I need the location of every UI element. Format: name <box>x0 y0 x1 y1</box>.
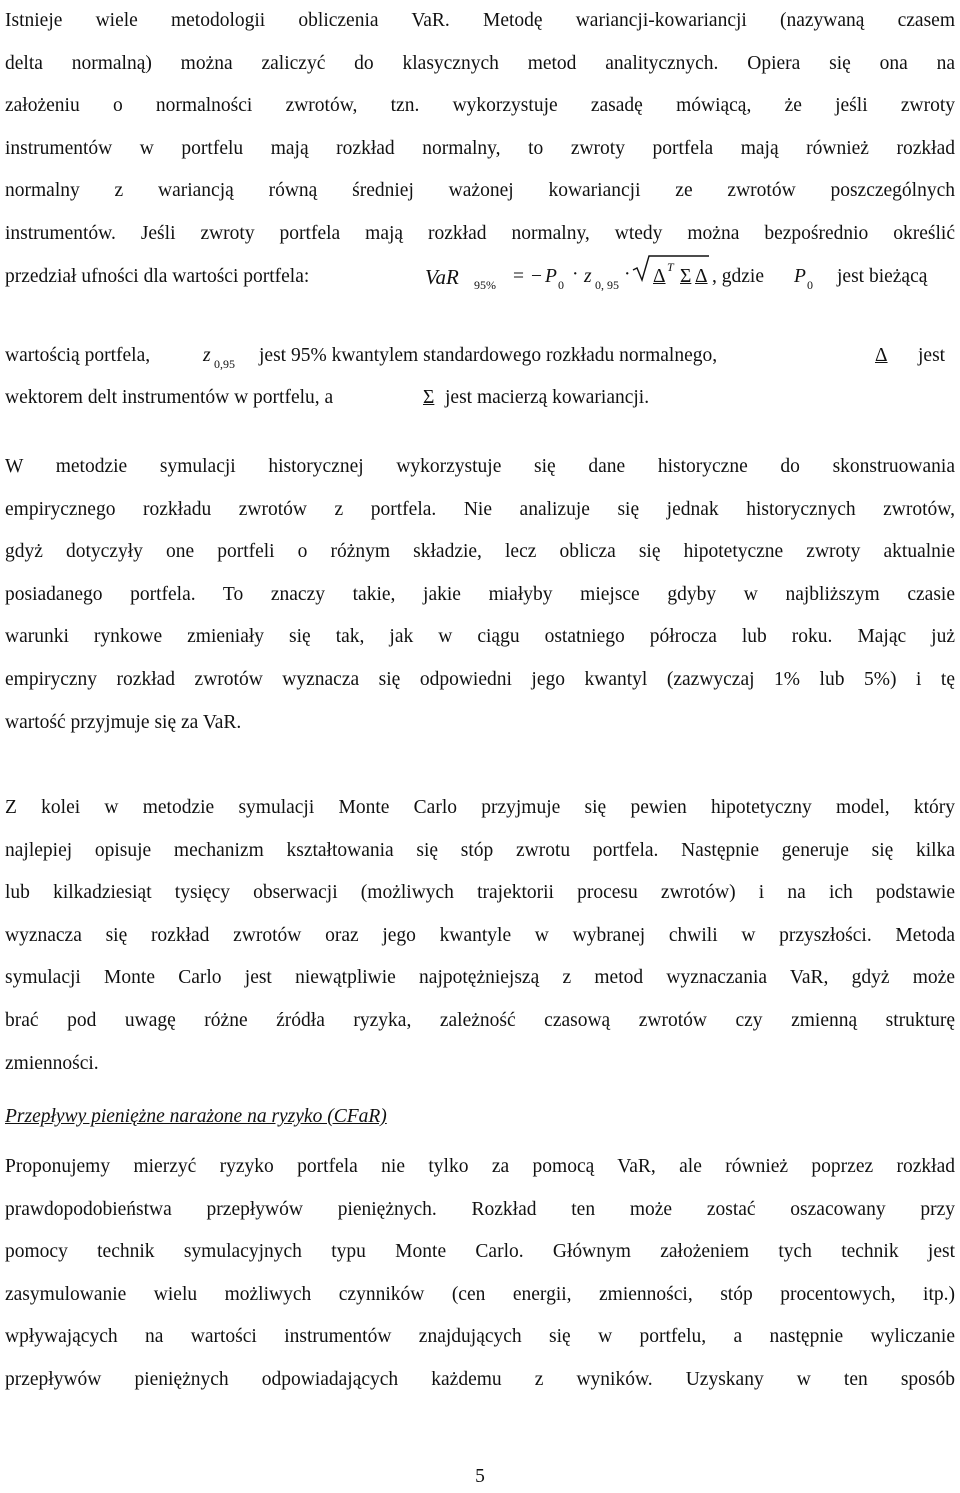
sigma-symbol: Σ <box>423 387 435 408</box>
page-number: 5 <box>475 1466 485 1487</box>
var-symbol: VaR <box>425 265 459 289</box>
text-line: wyznacza się rozkład zwrotów oraz jego kwantyle w wybranej chwili w przyszłości. Metoda <box>5 924 955 946</box>
text-line: zmienności. <box>5 1052 99 1074</box>
formula-end-text: jest bieżącą <box>837 266 928 287</box>
text-segment: jest <box>918 345 946 366</box>
transpose-superscript: T <box>667 260 674 274</box>
text-line: prawdopodobieństwa przepływów pieniężnych. Rozkład ten może zostać oszacowany przy <box>5 1198 955 1220</box>
text-line: empiryczny rozkład zwrotów wyznacza się odpowiedni jego kwantyl (zazwyczaj 1% lub 5%) i tę <box>5 668 955 690</box>
text-line: Z kolei w metodzie symulacji Monte Carlo przyjmuje się pewien hipotetyczny model, który <box>5 797 955 818</box>
dot-operator: · <box>572 264 579 285</box>
text-line: brać pod uwagę różne źródła ryzyka, zależność czasową zwrotów czy zmienną strukturę <box>5 1009 955 1031</box>
section-heading-cfar: Przepływy pieniężne narażone na ryzyko (CFaR) <box>5 1106 387 1127</box>
text-line: empirycznego rozkładu zwrotów z portfela. Nie analizuje się jednak historycznych zwrotów, <box>5 498 955 520</box>
paragraph-historical-simulation <box>5 446 955 744</box>
dot-operator: · <box>624 264 631 285</box>
var-subscript: 95% <box>474 278 496 292</box>
text-line: Istnieje wiele metodologii obliczenia VaR. Metodę wariancji-kowariancji (nazywaną czasem <box>5 10 955 31</box>
z-symbol: z <box>584 266 592 287</box>
formula-lead-text: przedział ufności dla wartości portfela: <box>5 266 310 287</box>
paragraph-var-methods <box>5 0 955 256</box>
text-line: lub kilkadziesiąt tysięcy obserwacji (możliwych trajektorii procesu zwrotów) i na ich podstawie <box>5 882 955 904</box>
text-line: pomocy technik symulacyjnych typu Monte Carlo. Głównym założeniem tych technik jest <box>5 1241 955 1263</box>
text-line: normalny z wariancją równą średniej ważonej kowariancji ze zwrotów poszczególnych <box>5 180 955 202</box>
text-line: zasymulowanie wielu możliwych czynników (cen energii, zmienności, stóp procentowych, itp.) <box>5 1283 955 1305</box>
text-line: W metodzie symulacji historycznej wykorzystuje się dane historyczne do skonstruowania <box>5 456 955 477</box>
minus-sign: − <box>531 266 542 287</box>
delta-symbol: Δ <box>653 266 666 287</box>
text-segment: wartością portfela, <box>5 345 151 366</box>
text-line: wpływających na wartości instrumentów znajdujących się w portfelu, a następnie wyliczanie <box>5 1326 955 1348</box>
z-subscript: 0,95 <box>214 357 235 371</box>
text-line: założeniu o normalności zwrotów, tzn. wykorzystuje zasadę mówiącą, że jeśli zwroty <box>5 95 955 117</box>
delta-symbol: Δ <box>875 345 888 366</box>
text-segment: jest 95% kwantylem standardowego rozkładu normalnego, <box>259 345 718 366</box>
text-line: delta normalną) można zaliczyć do klasycznych metod analitycznych. Opiera się ona na <box>5 52 955 74</box>
text-line: instrumentów w portfelu mają rozkład normalny, to zwroty portfela mają również rozkład <box>5 137 955 159</box>
paragraph-cfar <box>5 1146 955 1402</box>
p-symbol: P <box>794 266 806 287</box>
text-line: warunki rynkowe zmieniały się tak, jak w ciągu ostatniego półrocza lub roku. Mając już <box>5 626 955 648</box>
text-line: wartość przyjmuje się za VaR. <box>5 711 242 733</box>
text-segment: wektorem delt instrumentów w portfelu, a <box>5 387 334 408</box>
text-line: przepływów pieniężnych odpowiadających każdemu z wyników. Uzyskany w ten sposób <box>5 1368 955 1390</box>
text-line: instrumentów. Jeśli zwroty portfela mają rozkład normalny, wtedy można bezpośrednio określić <box>5 222 955 244</box>
p-symbol: P <box>545 266 557 287</box>
equals-sign: = <box>513 266 524 287</box>
formula-line <box>5 256 955 299</box>
z-symbol: z <box>203 345 211 366</box>
paragraph-monte-carlo <box>5 787 955 1085</box>
formula-tail-text: , gdzie <box>712 266 764 287</box>
p-subscript: 0 <box>558 278 564 292</box>
text-line: symulacji Monte Carlo jest niewątpliwie najpotężniejszą z metod wyznaczania VaR, gdyż może <box>5 967 955 989</box>
p-subscript: 0 <box>807 278 813 292</box>
text-line-quantile <box>5 335 955 378</box>
text-line: gdyż dotyczyły one portfeli o różnym składzie, lecz oblicza się hipotetyczne zwroty aktualnie <box>5 541 955 563</box>
text-line: Proponujemy mierzyć ryzyko portfela nie tylko za pomocą VaR, ale również poprzez rozkład <box>5 1156 955 1177</box>
text-line: najlepiej opisuje mechanizm kształtowania się stóp zwrotu portfela. Następnie generuje się kilka <box>5 839 955 861</box>
text-line: posiadanego portfela. To znaczy takie, jakie miałyby miejsce gdyby w najbliższym czasie <box>5 583 955 605</box>
z-subscript: 0, 95 <box>595 278 619 292</box>
text-segment: jest macierzą kowariancji. <box>445 387 650 408</box>
delta-symbol: Δ <box>695 266 708 287</box>
sigma-symbol: Σ <box>680 266 692 287</box>
text-line-covariance <box>5 377 955 420</box>
